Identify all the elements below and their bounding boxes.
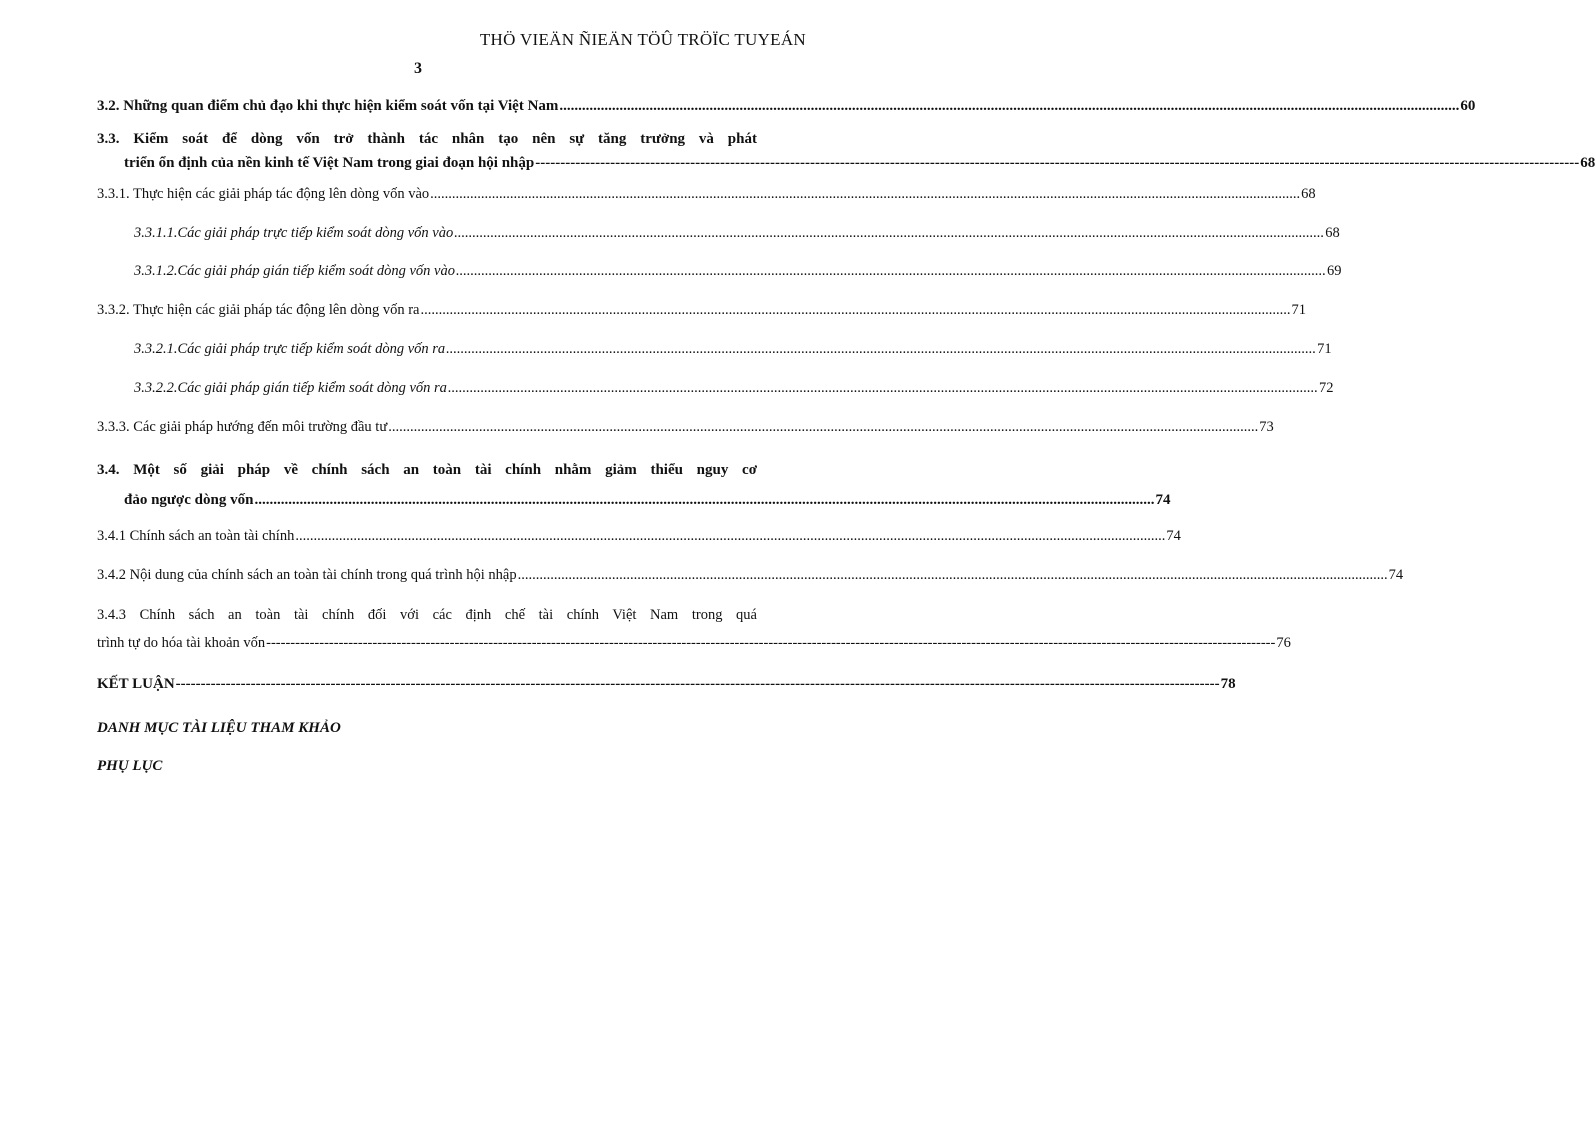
dot-leader [446, 337, 1316, 361]
toc-entry-page: 74 [1388, 567, 1404, 583]
toc-entry-appendix[interactable]: PHỤ LỤC [97, 758, 163, 774]
toc-entry-title-line1: 3.4.3 Chính sách an toàn tài chính đối với các định chế tài chính Việt Nam trong quá [97, 607, 757, 623]
dot-leader [518, 563, 1388, 587]
toc-entry-title-line1: 3.3. Kiểm soát để dòng vốn trở thành tác nhân tạo nên sự tăng trưởng và phát [97, 131, 757, 147]
page-number: 3 [414, 60, 422, 77]
dot-leader [295, 524, 1165, 548]
toc-entry-title: 3.3.1. Thực hiện các giải pháp tác động lên dòng vốn vào [97, 186, 430, 202]
toc-entry-title: 3.2. Những quan điểm chủ đạo khi thực hiện kiểm soát vốn tại Việt Nam [97, 98, 559, 114]
toc-entry-title-line2: trình tự do hóa tài khoản vốn [97, 635, 266, 651]
dot-leader [448, 376, 1318, 400]
dash-leader [266, 630, 1275, 656]
toc-entry-title: 3.3.2. Thực hiện các giải pháp tác động lên dòng vốn ra [97, 302, 420, 318]
dot-leader [559, 94, 1459, 118]
toc-entry-references[interactable]: DANH MỤC TÀI LIỆU THAM KHẢO [97, 720, 341, 736]
toc-entry-page: 69 [1326, 263, 1342, 279]
toc-entry-page: 78 [1220, 676, 1236, 692]
toc-entry-page: 68 [1301, 186, 1316, 202]
dot-leader [456, 259, 1326, 283]
toc-entry-title: 3.3.1.2.Các giải pháp gián tiếp kiểm soát dòng vốn vào [134, 263, 455, 279]
toc-entry-title: 3.3.2.2.Các giải pháp gián tiếp kiểm soát dòng vốn ra [134, 380, 447, 396]
dot-leader [454, 221, 1324, 245]
toc-entry-page: 71 [1317, 341, 1332, 357]
toc-entry-3-4-3[interactable] [97, 600, 1291, 656]
toc-entry-3-3-3[interactable] [97, 415, 1274, 439]
toc-entry-title: 3.3.1.1.Các giải pháp trực tiếp kiểm soát dòng vốn vào [134, 225, 454, 241]
toc-entry-page: 76 [1276, 635, 1291, 651]
toc-entry-3-3-2[interactable] [97, 298, 1306, 322]
dot-leader [430, 182, 1300, 206]
dot-leader [420, 298, 1290, 322]
toc-entry-page: 60 [1460, 98, 1476, 114]
toc-entry-3-4-1[interactable] [97, 524, 1181, 548]
toc-entry-title-line2: triển ổn định của nền kinh tế Việt Nam trong giai đoạn hội nhập [124, 155, 535, 171]
toc-entry-3-3-1-2[interactable] [134, 259, 1342, 283]
toc-entry-conclusion[interactable] [97, 672, 1236, 696]
toc-entry-title: 3.3.3. Các giải pháp hướng đến môi trường đầu tư [97, 419, 388, 435]
dash-leader [176, 672, 1220, 696]
toc-entry-3-3-1[interactable] [97, 182, 1316, 206]
toc-entry-page: 72 [1318, 380, 1334, 396]
toc-entry-title-line1: 3.4. Một số giải pháp về chính sách an toàn tài chính nhằm giảm thiểu nguy cơ [97, 462, 757, 478]
dash-leader [535, 151, 1579, 175]
toc-entry-3-4-2[interactable] [97, 563, 1404, 587]
toc-entry-title: 3.3.2.1.Các giải pháp trực tiếp kiểm soát dòng vốn ra [134, 341, 446, 357]
toc-entry-3-4[interactable] [97, 455, 1171, 515]
toc-entry-page: 71 [1291, 302, 1306, 318]
toc-entry-page: 74 [1166, 528, 1181, 544]
toc-entry-3-3[interactable] [97, 127, 1595, 175]
toc-entry-page: 73 [1259, 419, 1274, 435]
toc-entry-3-3-2-2[interactable] [134, 376, 1334, 400]
toc-entry-page: 68 [1325, 225, 1340, 241]
toc-entry-3-3-2-1[interactable] [134, 337, 1332, 361]
toc-entry-page: 68 [1580, 155, 1595, 171]
toc-entry-title: 3.4.1 Chính sách an toàn tài chính [97, 528, 295, 544]
library-watermark: THÖ VIEÄN ÑIEÄN TÖÛ TRÖÏC TUYEÁN [479, 30, 806, 49]
dot-leader [388, 415, 1258, 439]
toc-entry-title: KẾT LUẬN [97, 676, 175, 692]
toc-entry-title-line2: đảo ngược dòng vốn [124, 492, 254, 508]
toc-entry-title: 3.4.2 Nội dung của chính sách an toàn tài chính trong quá trình hội nhập [97, 567, 517, 583]
dot-leader [254, 485, 1154, 515]
toc-entry-3-3-1-1[interactable] [134, 221, 1340, 245]
toc-entry-page: 74 [1155, 492, 1171, 508]
toc-entry-3-2[interactable] [97, 94, 1476, 118]
